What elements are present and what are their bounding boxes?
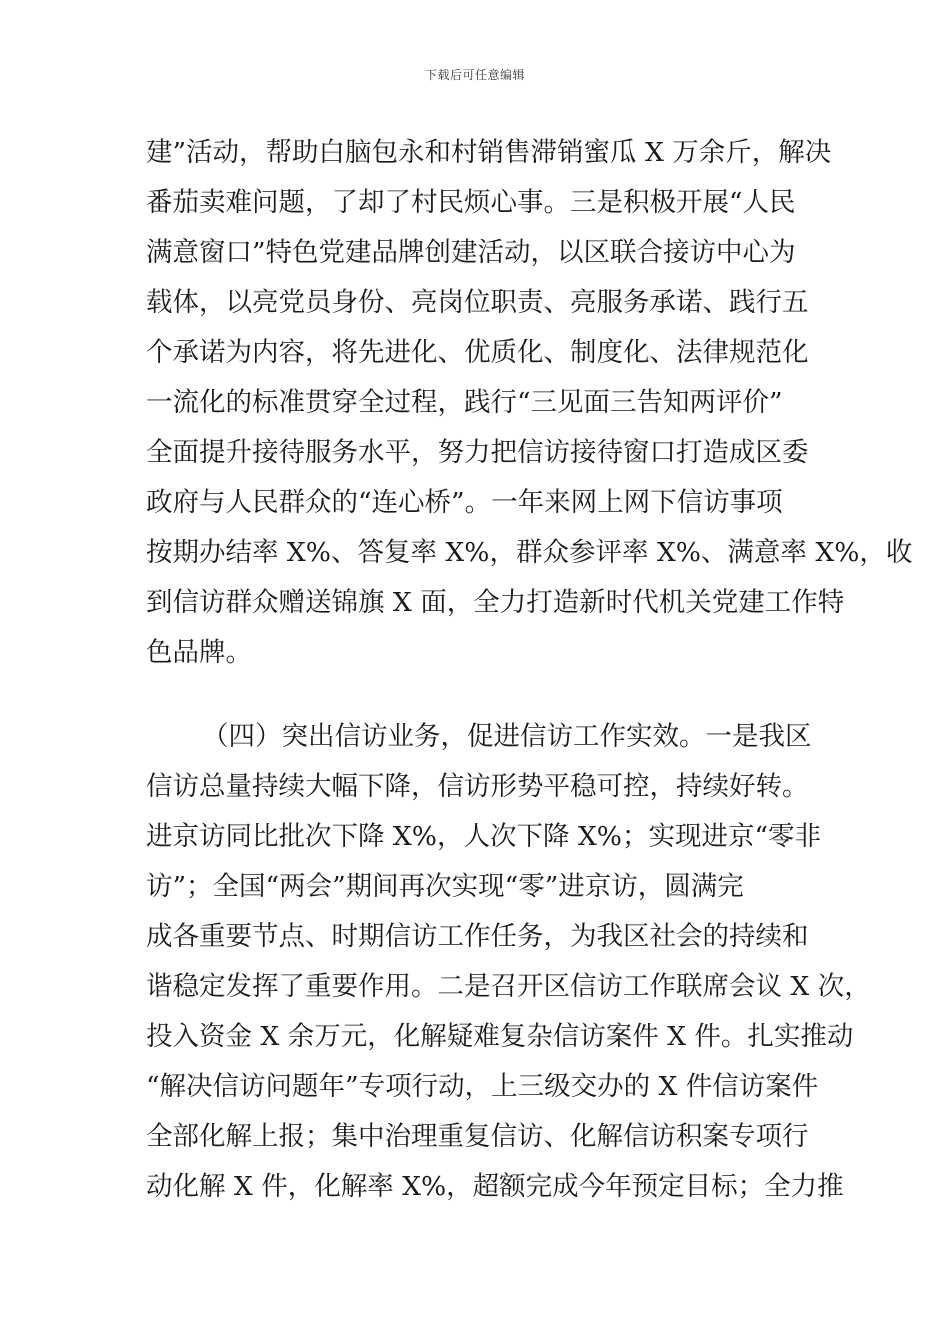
- paragraph-line: 成各重要节点、时期信访工作任务，为我区社会的持续和: [146, 921, 809, 952]
- paragraph-line: 满意窗口”特色党建品牌创建活动，以区联合接访中心为: [146, 237, 796, 268]
- paragraph-line: 投入资金 X 余万元，化解疑难复杂信访案件 X 件。扎实推动: [146, 1021, 854, 1052]
- paragraph-line: 信访总量持续大幅下降，信访形势平稳可控，持续好转。: [146, 771, 809, 802]
- paragraph-line: 载体，以亮党员身份、亮岗位职责、亮服务承诺、践行五: [146, 287, 809, 318]
- paragraph-line: 动化解 X 件，化解率 X%，超额完成今年预定目标；全力推: [146, 1171, 844, 1202]
- paragraph-line: 政府与人民群众的“连心桥”。一年来网上网下信访事项: [146, 487, 783, 518]
- paragraph-line: “解决信访问题年”专项行动，上三级交办的 X 件信访案件: [146, 1071, 819, 1102]
- paragraph-line: 访”；全国“两会”期间再次实现“零”进京访，圆满完: [146, 871, 744, 902]
- paragraph-line: 到信访群众赠送锦旗 X 面，全力打造新时代机关党建工作特: [146, 587, 845, 618]
- paragraph-line: 进京访同比批次下降 X%，人次下降 X%；实现进京“零非: [146, 821, 821, 852]
- paragraph-line: 一流化的标准贯穿全过程，践行“三见面三告知两评价”: [146, 387, 783, 418]
- paragraph-line: 谐稳定发挥了重要作用。二是召开区信访工作联席会议 X 次，: [146, 971, 871, 1002]
- paragraph-line: 全面提升接待服务水平，努力把信访接待窗口打造成区委: [146, 437, 809, 468]
- paragraph-line: （四）突出信访业务，促进信访工作实效。一是我区: [202, 721, 812, 752]
- header-note: 下载后可任意编辑: [424, 68, 525, 82]
- paragraph-line: 全部化解上报；集中治理重复信访、化解信访积案专项行: [146, 1121, 809, 1152]
- paragraph-line: 番茄卖难问题，了却了村民烦心事。三是积极开展“人民: [146, 187, 796, 218]
- paragraph-line: 个承诺为内容，将先进化、优质化、制度化、法律规范化: [146, 337, 809, 368]
- paragraph-gap: [146, 678, 826, 712]
- body-text: [146, 128, 913, 1212]
- paragraph-line: 按期办结率 X%、答复率 X%，群众参评率 X%、满意率 X%，收: [146, 537, 913, 568]
- paragraph-line: 色品牌。: [146, 637, 252, 668]
- paragraph-line: 建”活动，帮助白脑包永和村销售滞销蜜瓜 X 万余斤，解决: [146, 137, 832, 168]
